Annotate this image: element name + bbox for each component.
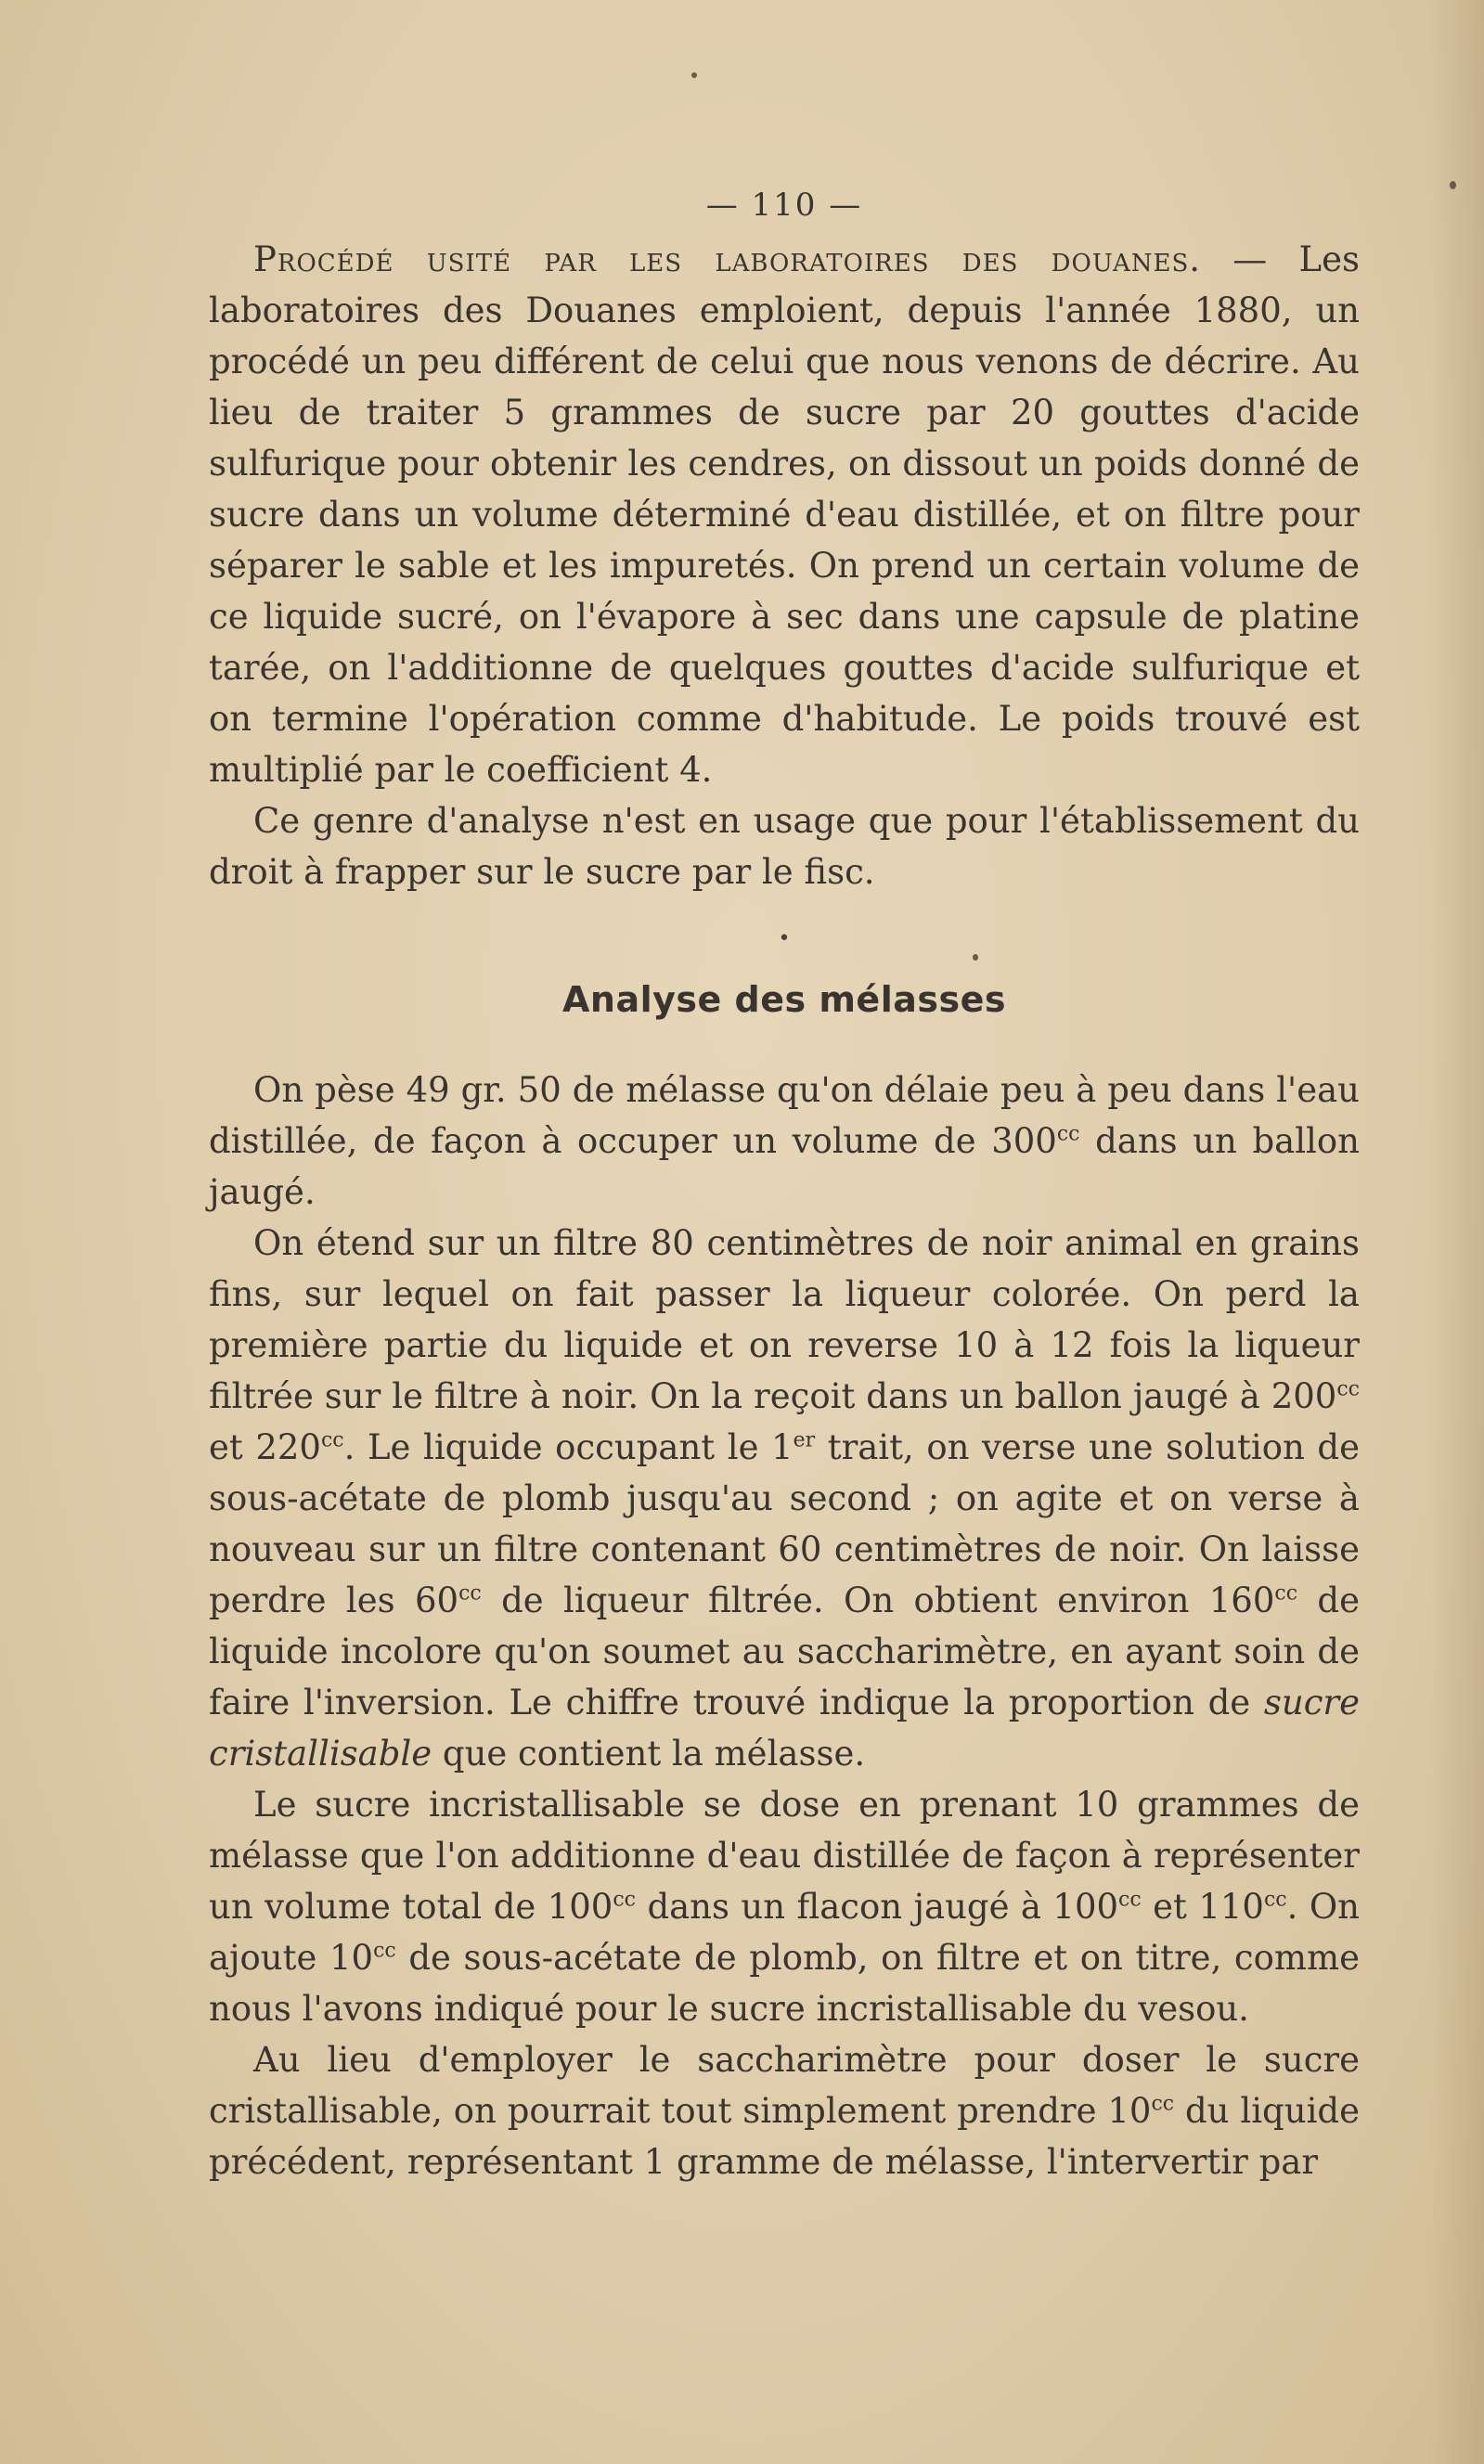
text-run: de sous-acétate de plomb, on filtre et on titre, comme nous l'avons indiqué pour le sucre incristallisable du vesou. [209, 1938, 1360, 2029]
page-edge-shadow [1428, 0, 1484, 2464]
paper-speck [691, 72, 697, 78]
unit-superscript: cc [1151, 2092, 1175, 2116]
text-run: trait, on verse une solution de sous-acétate de plomb jusqu'au second ; on agite et on verse à nouveau sur un filtre contenant 60 centimètres de noir. On laisse perdre les 60 [209, 1427, 1360, 1620]
unit-superscript: cc [458, 1581, 482, 1606]
text-run: de liqueur filtrée. On obtient environ 160 [481, 1580, 1275, 1620]
text-run: de liquide incolore qu'on soumet au saccharimètre, en ayant soin de faire l'inversion. Le chiffre trouvé indique la proportion de [209, 1580, 1361, 1722]
section-heading: Analyse des mélasses [561, 979, 1006, 1020]
paragraph-pesee [209, 1064, 1360, 1218]
paragraph-incristallisable [209, 1779, 1360, 2034]
text-column [209, 176, 1360, 2187]
text-run: On étend sur un filtre 80 centimètres de noir animal en grains fins, sur lequel on fait passer la liqueur colorée. On perd la première partie du liquide et on reverse 10 à 12 fois la liqueur filtrée sur le filtre à noir. On la reçoit dans un ballon jaugé à 200 [209, 1223, 1360, 1416]
paragraph-douanes [209, 234, 1360, 795]
ornament-dot: • [778, 927, 791, 950]
text-run: . On ajoute 10 [209, 1887, 1360, 1978]
unit-superscript: cc [1274, 1581, 1298, 1606]
text-run: que contient la mélasse. [432, 1734, 866, 1774]
unit-superscript: cc [613, 1888, 636, 1912]
unit-superscript: cc [1056, 1122, 1080, 1146]
paragraph-text: — Les laboratoires des Douanes emploient, depuis l'année 1880, un procédé un peu différent de celui que nous venons de décrire. Au lieu de traiter 5 grammes de sucre par 20 gouttes d'acide sulfurique pour obtenir les cendres, on dissout un poids donné de sucre dans un volume déterminé d'eau distillée, et on filtre pour séparer le sable et les impuretés. On prend un certain volume de ce liquide sucré, on l'évapore à sec dans une capsule de platine tarée, on l'additionne de quelques gouttes d'acide sulfurique et on termine l'opération comme d'habitude. Le poids trouvé est multiplié par le coefficient 4. [209, 239, 1361, 790]
text-run: et 110 [1141, 1887, 1264, 1927]
paragraph-lead: Procédé usité par les laboratoires des douanes. [253, 239, 1202, 279]
unit-superscript: cc [373, 1939, 396, 1963]
text-run: Au lieu d'employer le saccharimètre pour doser le sucre cristallisable, on pourrait tout simplement prendre 10 [209, 2040, 1360, 2131]
paragraph-fisc: Ce genre d'analyse n'est en usage que pour l'établissement du droit à frapper sur le sucre par le fisc. [209, 801, 1360, 892]
text-run: dans un ballon jaugé. [209, 1121, 1360, 1212]
unit-superscript: cc [1118, 1888, 1142, 1912]
paper-speck [1450, 181, 1456, 189]
page-number: — 110 — [705, 187, 863, 224]
text-run: On pèse 49 gr. 50 de mélasse qu'on délaie peu à peu dans l'eau distillée, de façon à occuper un volume de 300 [209, 1070, 1360, 1161]
text-run: et 220 [209, 1427, 321, 1467]
text-run: . Le liquide occupant le 1 [343, 1427, 794, 1467]
text-run: Le sucre incristallisable se dose en prenant 10 grammes de mélasse que l'on additionne d'eau distillée de façon à représenter un volume total de 100 [209, 1785, 1360, 1927]
text-run: du liquide précédent, représentant 1 gramme de mélasse, l'intervertir par [209, 2091, 1360, 2182]
paragraph-saccharimetre [209, 2034, 1360, 2187]
unit-superscript: cc [1263, 1888, 1287, 1912]
ordinal-superscript: er [793, 1428, 816, 1452]
unit-superscript: cc [320, 1428, 344, 1452]
italic-term: sucre cristallisable [209, 1683, 1360, 1774]
paragraph-filtre [209, 1218, 1360, 1779]
text-run: dans un flacon jaugé à 100 [636, 1887, 1119, 1927]
unit-superscript: cc [1336, 1377, 1360, 1401]
